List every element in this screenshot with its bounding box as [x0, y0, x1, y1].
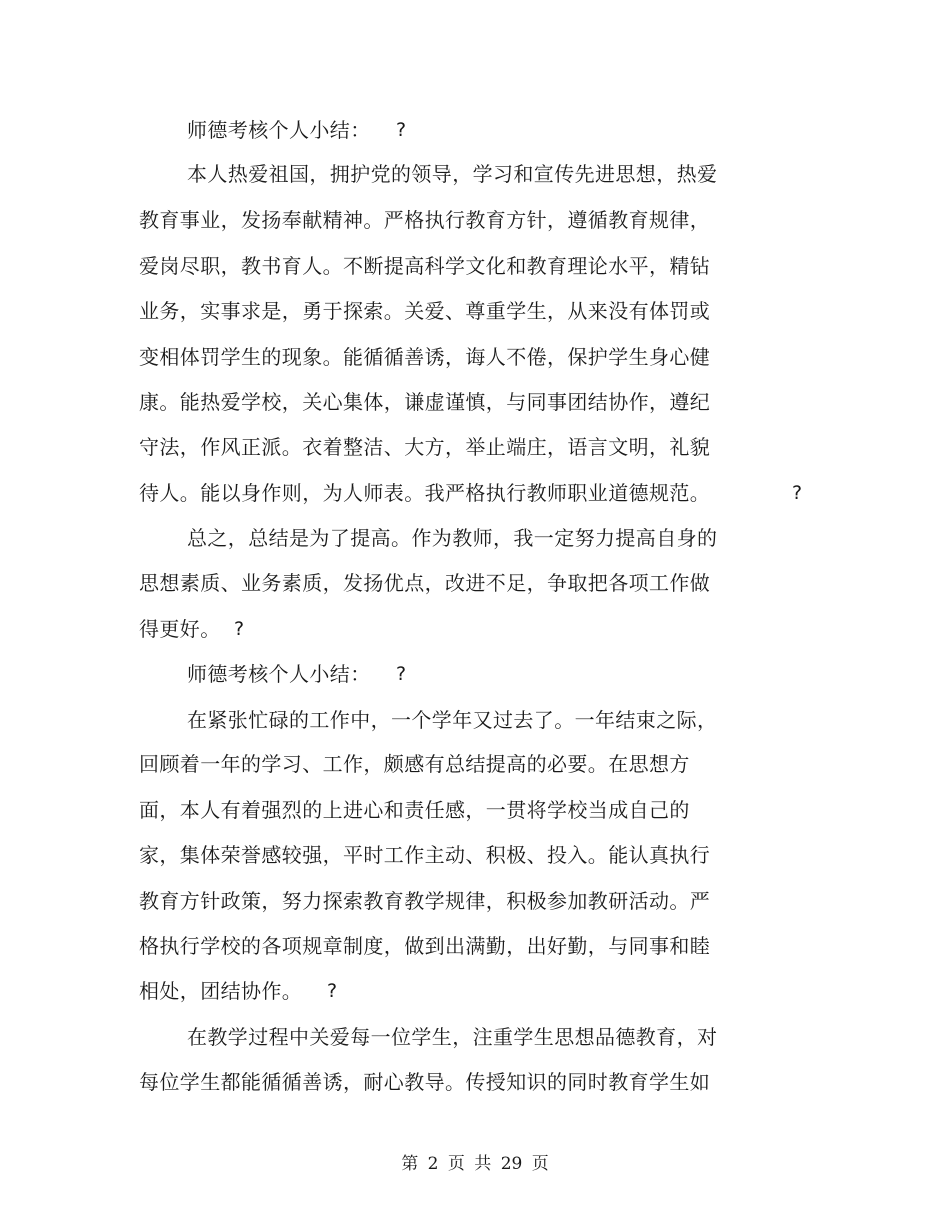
placeholder-mark: ?: [792, 482, 803, 504]
paragraph-line: 教育事业，发扬奉献精神。严格执行教育方针，遵循教育规律，: [139, 208, 711, 232]
paragraph-line: 回顾着一年的学习、工作，颇感有总结提高的必要。在思想方: [139, 752, 690, 776]
placeholder-mark: ?: [234, 618, 245, 640]
paragraph-line: 面，本人有着强烈的上进心和责任感，一贯将学校当成自己的: [139, 798, 690, 822]
paragraph-line: 守法，作风正派。衣着整洁、大方，举止端庄，语言文明，礼貌: [139, 435, 711, 459]
paragraph-line: 本人热爱祖国，拥护党的领导，学习和宣传先进思想，热爱: [187, 162, 718, 186]
paragraph-line: 相处，团结协作。: [139, 979, 303, 1003]
paragraph-line: 在教学过程中关爱每一位学生，注重学生思想品德教育，对: [187, 1025, 718, 1049]
paragraph-line: 得更好。: [139, 617, 221, 641]
paragraph-line: 家，集体荣誉感较强，平时工作主动、积极、投入。能认真执行: [139, 843, 711, 867]
section-heading-1: 师德考核个人小结：: [187, 118, 371, 142]
page-number-footer: 第 2 页 共 29 页: [401, 1154, 549, 1174]
paragraph-line: 格执行学校的各项规章制度，做到出满勤，出好勤，与同事和睦: [139, 934, 711, 958]
paragraph-line: 变相体罚学生的现象。能循循善诱，诲人不倦，保护学生身心健: [139, 345, 711, 369]
placeholder-mark: ?: [396, 663, 407, 685]
paragraph-line: 康。能热爱学校，关心集体，谦虚谨慎，与同事团结协作，遵纪: [139, 390, 711, 414]
paragraph-line: 爱岗尽职，教书育人。不断提高科学文化和教育理论水平，精钻: [139, 254, 711, 278]
paragraph-line: 每位学生都能循循善诱，耐心教导。传授知识的同时教育学生如: [139, 1070, 711, 1094]
paragraph-line: 待人。能以身作则，为人师表。我严格执行教师职业道德规范。: [139, 481, 711, 505]
paragraph-line: 总之，总结是为了提高。作为教师，我一定努力提高自身的: [187, 526, 718, 550]
section-heading-2: 师德考核个人小结：: [187, 662, 371, 686]
placeholder-mark: ?: [396, 119, 407, 141]
placeholder-mark: ?: [327, 980, 338, 1002]
paragraph-line: 在紧张忙碌的工作中，一个学年又过去了。一年结束之际，: [187, 708, 718, 732]
paragraph-line: 思想素质、业务素质，发扬优点，改进不足，争取把各项工作做: [139, 571, 711, 595]
paragraph-line: 业务，实事求是，勇于探索。关爱、尊重学生，从来没有体罚或: [139, 299, 711, 323]
paragraph-line: 教育方针政策，努力探索教育教学规律，积极参加教研活动。严: [139, 889, 711, 913]
